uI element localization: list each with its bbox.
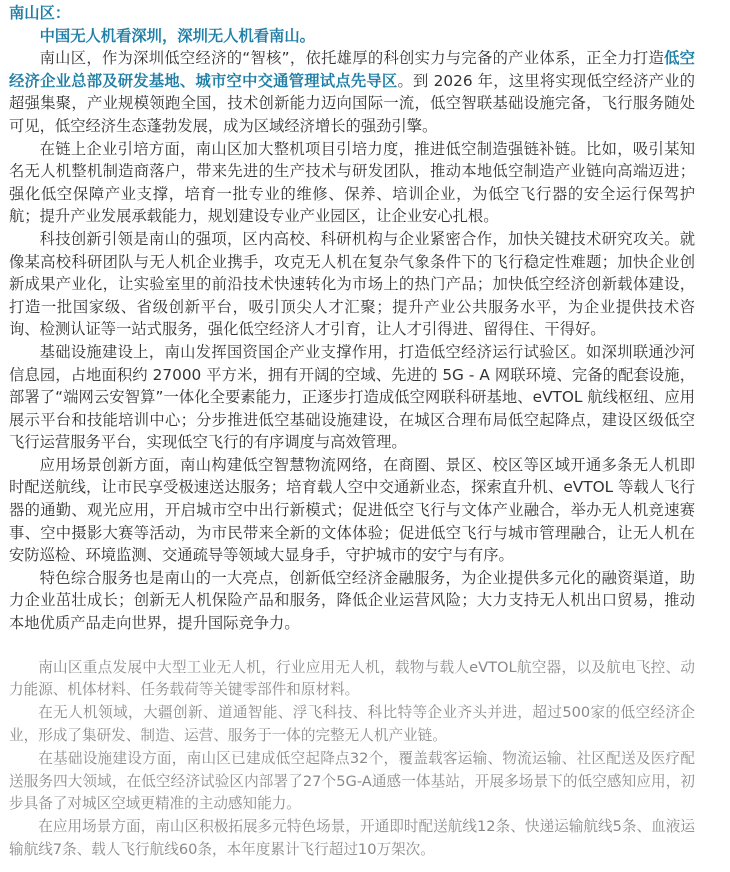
paragraph-services: 特色综合服务也是南山的一大亮点，创新低空经济金融服务，为企业提供多元化的融资渠道，助力企业茁壮成长；创新无人机保险产品和服务，降低企业运营风险；大力支持无人机出口贸易，推动本地优质产品走向世界，提升国际竞争力。 <box>9 568 695 633</box>
intro-paragraph <box>9 47 695 137</box>
paragraph-infrastructure: 基础设施建设上，南山发挥国资国企产业支撑作用，打造低空经济运行试验区。如深圳联通沙河信息园，占地面积约 27000 平方米，拥有开阔的空域、先进的 5G - A 网联环境、完备的配套设施，部署了“端网云安智算”一体化全要素能力，正逐步打造成低空网联科研基地、eVTOL 航线枢纽、应用展示平台和技能培训中心；分步推进低空基础设施建设，在城区合理布局低空起降点，建设区级低空飞行运营服务平台，实现低空飞行的有序调度与高效管理。 <box>9 342 695 452</box>
intro-text-after: 。到 2026 年，这里将实现低空经济产业的超强集聚，产业规模领跑全国，技术创新能力迈向国际一流，低空智联基础设施完备，飞行服务随处可见，低空经济生态蓬勃发展，成为区域经济增长的强劲引擎。 <box>9 71 695 135</box>
intro-text-before: 南山区，作为深圳低空经济的“智核”，依托雄厚的科创实力与完备的产业体系，正全力打造 <box>39 49 665 68</box>
paragraph-application: 应用场景创新方面，南山构建低空智慧物流网络，在商圈、景区、校区等区域开通多条无人机即时配送航线，让市民享受极速送达服务；培育载人空中交通新业态，探索直升机、eVTOL 等载人飞行器的通勤、观光应用，开启城市空中出行新模式；促进低空飞行与文体产业融合，举办无人机竞速赛事、空中摄影大赛等活动，为市民带来全新的文体体验；促进低空飞行与城市管理融合，让无人机在安防巡检、环境监测、交通疏导等领域大显身手，守护城市的安宁与有序。 <box>9 455 695 565</box>
summary-paragraph: 在基础设施建设方面，南山区已建成低空起降点32个，覆盖载客运输、物流运输、社区配送及医疗配送服务四大领域，在低空经济试验区内部署了27个5G-A通感一体基站，开展多场景下的低空感知应用，初步具备了对城区空域更精准的主动感知能力。 <box>9 749 695 813</box>
intro-highlight: 低空经济企业总部及研发基地、城市空中交通管理试点先导区 <box>9 49 695 90</box>
summary-paragraph: 在无人机领域，大疆创新、道通智能、浮飞科技、科比特等企业齐头并进，超过500家的低空经济企业，形成了集研发、制造、运营、服务于一体的完整无人机产业链。 <box>9 704 695 745</box>
summary-paragraph: 在应用场景方面，南山区积极拓展多元特色场景，开通即时配送航线12条、快递运输航线5条、血液运输航线7条、载人飞行航线60条，本年度累计飞行超过10万架次。 <box>9 818 695 858</box>
slogan: 中国无人机看深圳，深圳无人机看南山。 <box>39 26 315 45</box>
article-main <box>9 2 695 635</box>
section-heading: 南山区： <box>9 4 71 22</box>
paragraph-enterprise: 在链上企业引培方面，南山区加大整机项目引培力度，推进低空制造强链补链。比如，吸引某知名无人机整机制造商落户，带来先进的生产技术与研发团队，推动本地低空制造产业链向高端迈进；强化低空保障产业支撑，培育一批专业的维修、保养、培训企业，为低空飞行器的安全运行保驾护航；提升产业发展承载能力，规划建设专业产业园区，让企业安心扎根。 <box>9 139 695 226</box>
paragraph-innovation: 科技创新引领是南山的强项，区内高校、科研机构与企业紧密合作，加快关键技术研究攻关。就像某高校科研团队与无人机企业携手，攻克无人机在复杂气象条件下的飞行稳定性难题；加快企业创新成果产业化，让实验室里的前沿技术快速转化为市场上的热门产品；加快低空经济创新载体建设，打造一批国家级、省级创新平台，吸引顶尖人才汇聚；提升产业公共服务水平，为企业提供技术咨询、检测认证等一站式服务，强化低空经济人才引育，让人才引得进、留得住、干得好。 <box>9 229 695 339</box>
summary-paragraph: 南山区重点发展中大型工业无人机，行业应用无人机，载物与载人eVTOL航空器，以及航电飞控、动力能源、机体材料、任务载荷等关键零部件和原材料。 <box>9 658 695 699</box>
article-summary <box>9 657 695 862</box>
